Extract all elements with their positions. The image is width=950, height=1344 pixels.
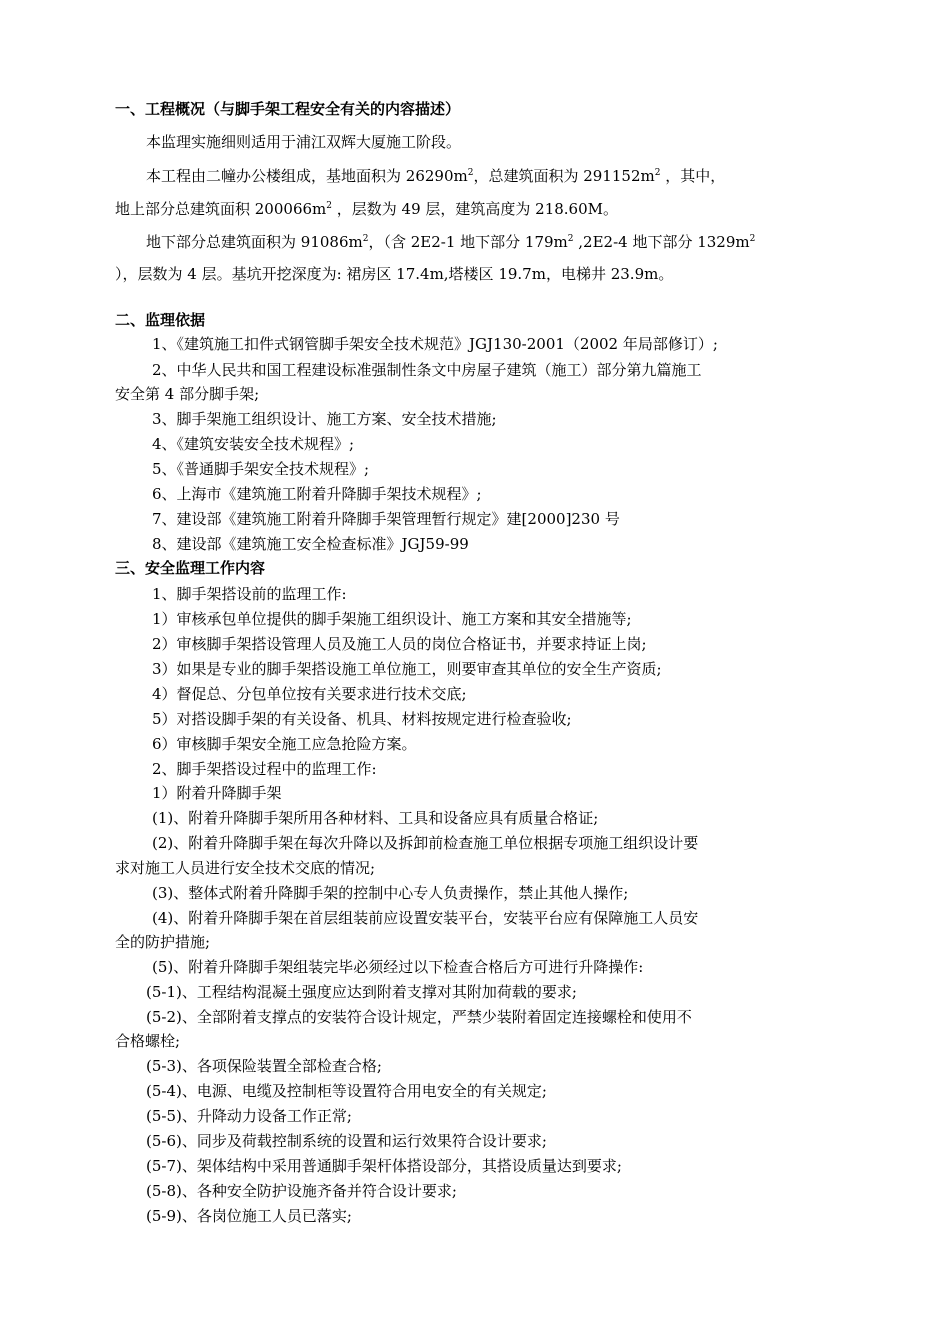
list-item: 6、上海市《建筑施工附着升降脚手架技术规程》; <box>152 485 482 503</box>
list-item: (4)、附着升降脚手架在首层组装前应设置安装平台，安装平台应有保障施工人员安 <box>152 909 699 927</box>
list-item: 4）督促总、分包单位按有关要求进行技术交底; <box>152 685 467 703</box>
list-item: (5-8)、各种安全防护设施齐备并符合设计要求; <box>146 1182 457 1200</box>
list-item: 3、脚手架施工组织设计、施工方案、安全技术措施; <box>152 410 497 428</box>
list-item: 4、《建筑安装安全技术规程》; <box>152 435 355 453</box>
list-item: (5-9)、各岗位施工人员已落实; <box>146 1207 352 1225</box>
list-item: 2、脚手架搭设过程中的监理工作: <box>152 760 377 778</box>
list-item: 6）审核脚手架安全施工应急抢险方案。 <box>152 735 417 753</box>
section-heading-work-content: 三、安全监理工作内容 <box>115 559 266 577</box>
list-item: 7、建设部《建筑施工附着升降脚手架管理暂行规定》建[2000]230 号 <box>152 510 620 528</box>
list-item: (5-3)、各项保险装置全部检查合格; <box>146 1057 382 1075</box>
list-item: 3）如果是专业的脚手架搭设施工单位施工，则要审查其单位的安全生产资质; <box>152 660 662 678</box>
list-item: 2）审核脚手架搭设管理人员及施工人员的岗位合格证书，并要求持证上岗; <box>152 635 647 653</box>
list-item: 1）审核承包单位提供的脚手架施工组织设计、施工方案和其安全措施等; <box>152 610 632 628</box>
list-item: (5-6)、同步及荷载控制系统的设置和运行效果符合设计要求; <box>146 1132 547 1150</box>
list-item: (2)、附着升降脚手架在每次升降以及拆卸前检查施工单位根据专项施工组织设计要 <box>152 834 699 852</box>
list-item: 1、《建筑施工扣件式钢管脚手架安全技术规范》JGJ130-2001（2002 年局部修订）; <box>152 335 718 353</box>
paragraph: 地下部分总建筑面积为 $91086m^2$，（含 2E2-1 地下部分 $179m^2$ ,2E2-4 地下部分 $1329m^2$ <box>146 233 756 251</box>
list-item: 求对施工人员进行安全技术交底的情况; <box>115 859 376 877</box>
list-item: 1、脚手架搭设前的监理工作: <box>152 585 347 603</box>
list-item: (5-2)、全部附着支撑点的安装符合设计规定，严禁少装附着固定连接螺栓和使用不 <box>146 1008 692 1026</box>
list-item: (5-7)、架体结构中采用普通脚手架杆体搭设部分，其搭设质量达到要求; <box>146 1157 622 1175</box>
list-item: 5）对搭设脚手架的有关设备、机具、材料按规定进行检查验收; <box>152 710 572 728</box>
paragraph: 地上部分总建筑面积 $200066m^2$ ，层数为 49 层，建筑高度为 218.60M。 <box>115 200 619 218</box>
paragraph: 本监理实施细则适用于浦江双辉大厦施工阶段。 <box>146 133 462 151</box>
section-heading-basis: 二、监理依据 <box>115 311 206 329</box>
list-item: (5-4)、电源、电缆及控制柜等设置符合用电安全的有关规定; <box>146 1082 547 1100</box>
list-item: 2、中华人民共和国工程建设标准强制性条文中房屋子建筑（施工）部分第九篇施工 <box>152 361 702 379</box>
list-item: 5、《普通脚手架安全技术规程》; <box>152 460 370 478</box>
list-item: 全的防护措施; <box>115 933 211 951</box>
list-item: (5)、附着升降脚手架组装完毕必须经过以下检查合格后方可进行升降操作: <box>152 958 644 976</box>
list-item: (3)、整体式附着升降脚手架的控制中心专人负责操作，禁止其他人操作; <box>152 884 629 902</box>
list-item: 8、建设部《建筑施工安全检查标准》JGJ59-99 <box>152 535 469 553</box>
list-item: 1）附着升降脚手架 <box>152 784 282 802</box>
section-heading-overview: 一、工程概况（与脚手架工程安全有关的内容描述） <box>115 100 461 118</box>
list-item: (1)、附着升降脚手架所用各种材料、工具和设备应具有质量合格证; <box>152 809 599 827</box>
list-item: (5-5)、升降动力设备工作正常; <box>146 1107 352 1125</box>
paragraph: ），层数为 4 层。基坑开挖深度为: 裙房区 17.4m,塔楼区 19.7m，电梯井 23.9m。 <box>115 265 674 283</box>
list-item: 合格螺栓; <box>115 1032 181 1050</box>
paragraph: 本工程由二幢办公楼组成，基地面积为 $26290m^2$，总建筑面积为 $291152m^2$ ，其中， <box>146 167 726 185</box>
list-item: (5-1)、工程结构混凝土强度应达到附着支撑对其附加荷载的要求; <box>146 983 577 1001</box>
list-item: 安全第 4 部分脚手架; <box>115 385 260 403</box>
